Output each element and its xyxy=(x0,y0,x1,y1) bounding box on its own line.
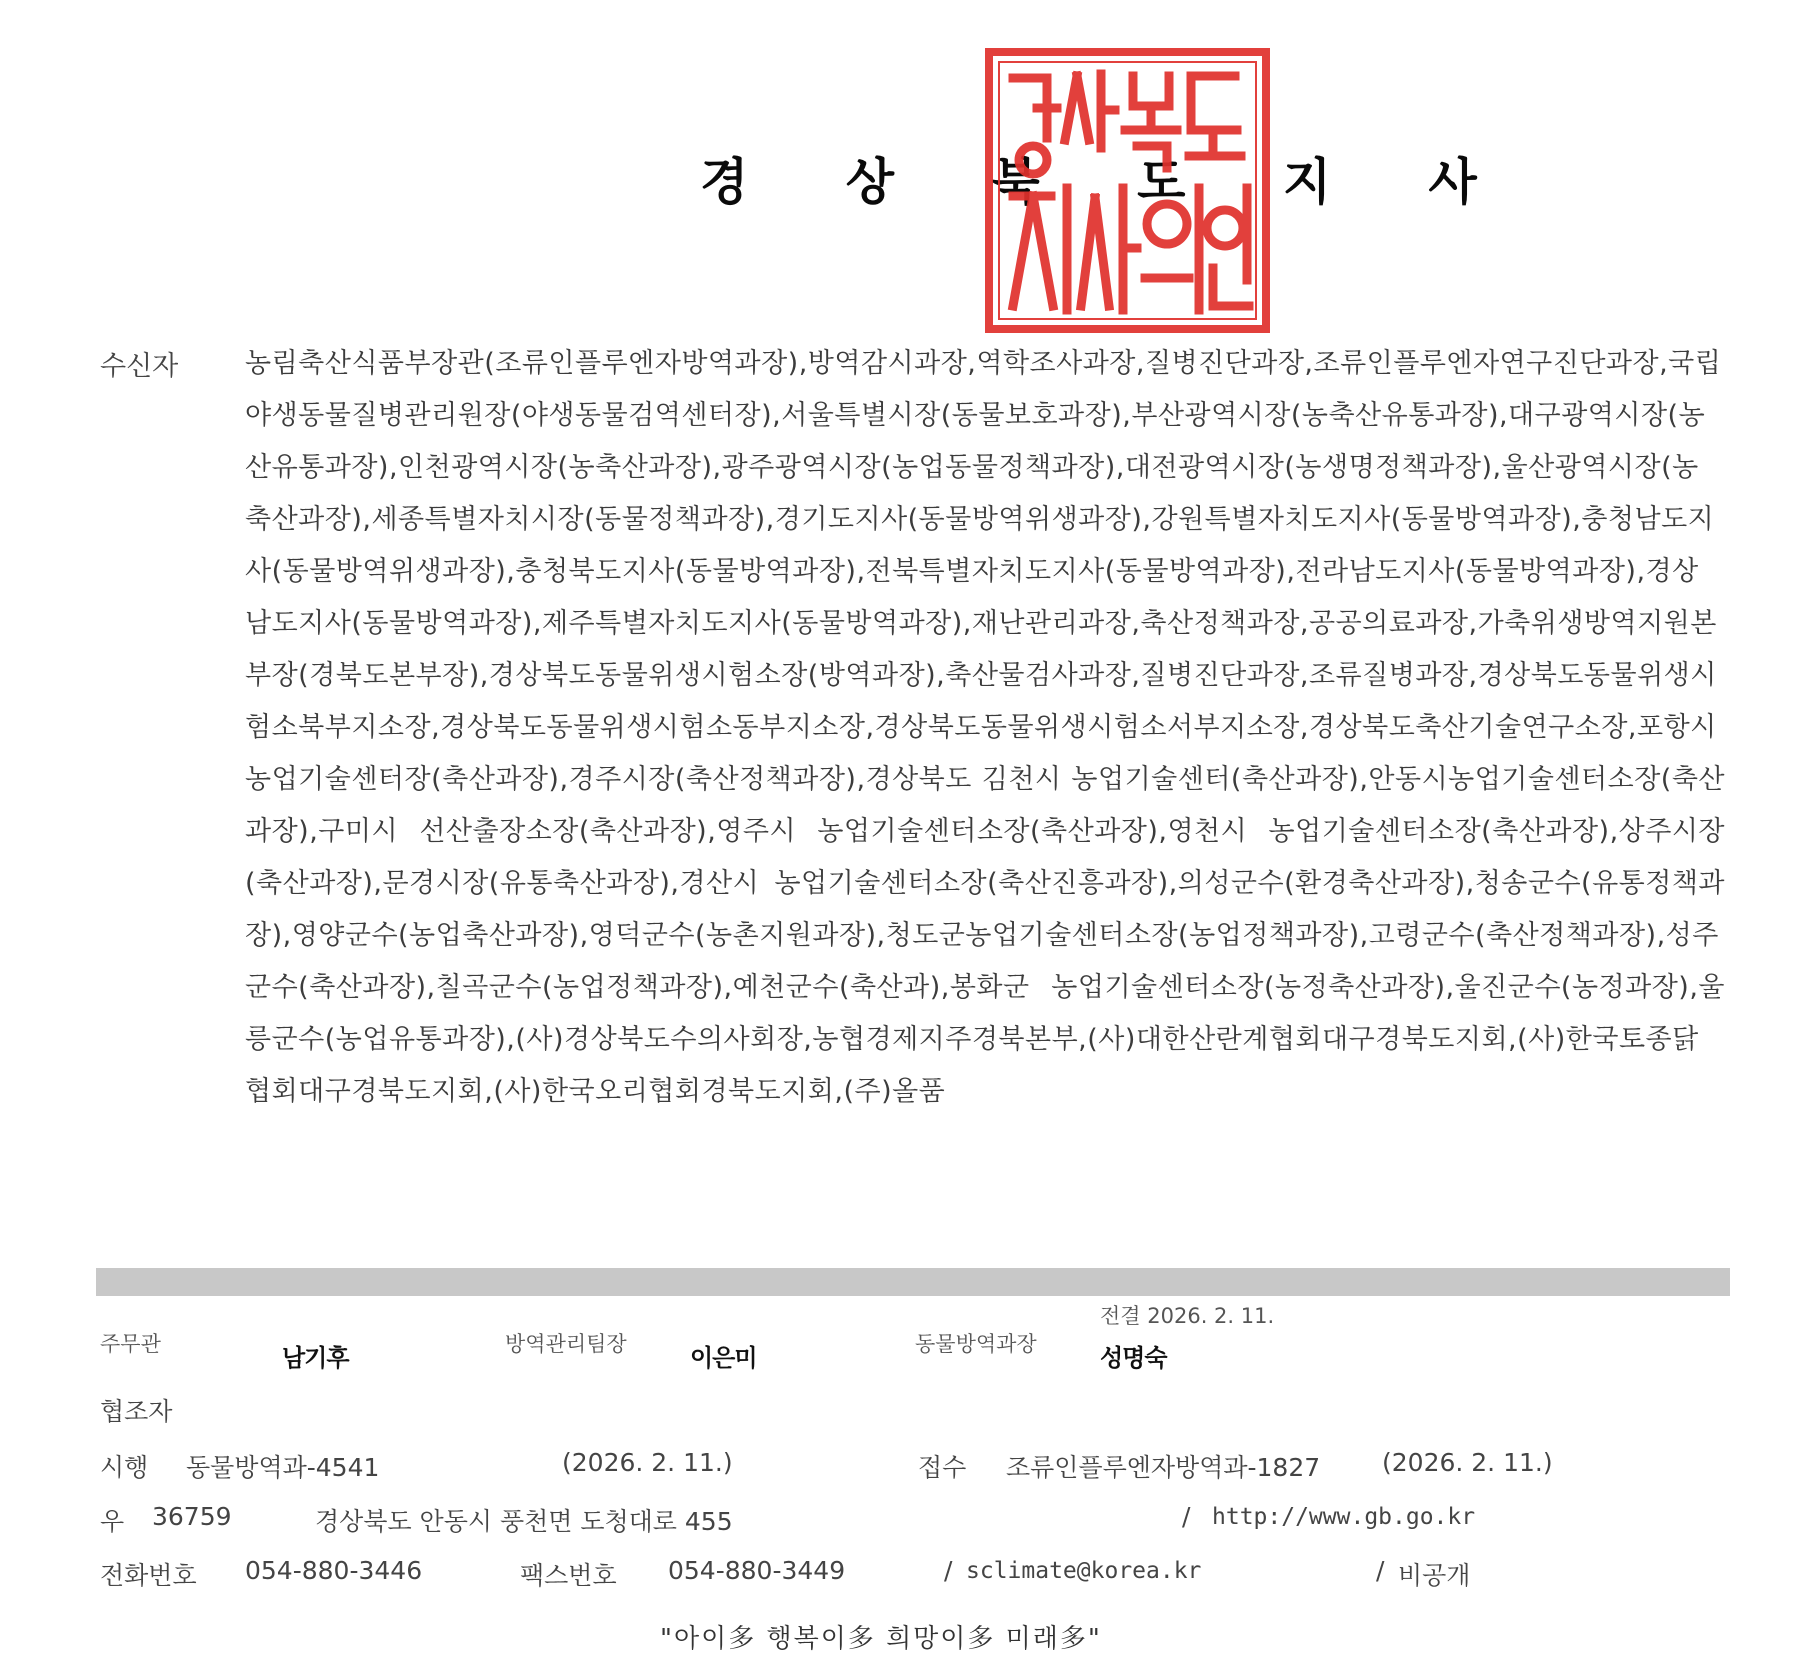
public-separator: / xyxy=(1376,1556,1385,1585)
cooperator-label: 협조자 xyxy=(100,1397,173,1426)
director-signature: 성명숙 xyxy=(1100,1344,1167,1372)
phone-label: 전화번호 xyxy=(100,1561,197,1590)
enforcement-label: 시행 xyxy=(100,1453,149,1482)
fax-number: 054-880-3449 xyxy=(668,1556,846,1585)
director-date: 전결 2026. 2. 11. xyxy=(1100,1304,1275,1328)
phone-number: 054-880-3446 xyxy=(245,1556,423,1585)
fax-label: 팩스번호 xyxy=(520,1561,617,1590)
enforcement-date: (2026. 2. 11.) xyxy=(562,1448,733,1477)
recipients-list: 농림축산식품부장관(조류인플루엔자방역과장),방역감시과장,역학조사과장,질병진단과장,조류인플루엔자연구진단과장,국립야생동물질병관리원장(야생동물검역센터장),서울특별시장(동물보호과장),부산광역시장(농축산유통과장),대구광역시장(농산유통과장),인천광역시장(농축산과장),광주광역시장(농업동물정책과장),대전광역시장(농생명정책과장),울산광역시장(농축산과장),세종특별자치시장(동물정책과장),경기도지사(동물방역위생과장),강원특별자치도지사(동물방역과장),충청남도지사(동물방역위생과장),충청북도지사(동물방역과장),전북특별자치도지사(동물방역과장),전라남도지사(동물방역과장),경상남도지사(동물방역과장),제주특별자치도지사(동물방역과장),재난관리과장,축산정책과장,공공의료과장,가축위생방역지원본부장(경북도본부장),경상북도동물위생시험소장(방역과장),축산물검사과장,질병진단과장,조류질병과장,경상북도동물위생시험소북부지소장,경상북도동물위생시험소동부지소장,경상북도동물위생시험소서부지소장,경상북도축산기술연구소장,포항시 농업기술센터장(축산과장),경주시장(축산정책과장),경상북도 김천시 농업기술센터(축산과장),안동시농업기술센터소장(축산과장),구미시 선산출장소장(축산과장),영주시 농업기술센터소장(축산과장),영천시 농업기술센터소장(축산과장),상주시장(축산과장),문경시장(유통축산과장),경산시 농업기술센터소장(축산진흥과장),의성군수(환경축산과장),청송군수(유통정책과장),영양군수(농업축산과장),영덕군수(농촌지원과장),청도군농업기술센터소장(농업정책과장),고령군수(축산정책과장),성주군수(축산과장),칠곡군수(농업정책과장),예천군수(축산과),봉화군 농업기술센터소장(농정축산과장),울진군수(농정과장),울릉군수(농업유통과장),(사)경상북도수의사회장,농협경제지주경북본부,(사)대한산란계협회대구경북도지회,(사)한국토종닭협회대구경북도지회,(사)한국오리협회경북도지회,(주)올품 xyxy=(245,348,1725,1107)
enforcement-number: 동물방역과-4541 xyxy=(186,1453,380,1482)
official-seal-icon xyxy=(985,48,1270,333)
recipients-label: 수신자 xyxy=(100,351,179,382)
director-title: 동물방역과장 xyxy=(915,1332,1037,1356)
staff-signature: 남기후 xyxy=(282,1344,349,1372)
email-link[interactable]: sclimate@korea.kr xyxy=(966,1558,1202,1584)
slogan: "아이多 행복이多 희망이多 미래多" xyxy=(660,1624,1102,1654)
team-lead-title: 방역관리팀장 xyxy=(505,1332,627,1356)
divider-bar xyxy=(96,1268,1730,1296)
staff-title: 주무관 xyxy=(100,1332,161,1356)
email-separator: / xyxy=(944,1556,953,1585)
receipt-date: (2026. 2. 11.) xyxy=(1382,1448,1553,1477)
postal-code: 36759 xyxy=(152,1502,232,1531)
street-address: 경상북도 안동시 풍천면 도청대로 455 xyxy=(315,1507,733,1536)
team-lead-signature: 이은미 xyxy=(690,1344,757,1372)
homepage-link[interactable]: http://www.gb.go.kr xyxy=(1212,1504,1476,1530)
url-separator: / xyxy=(1182,1502,1191,1531)
public-status: 비공개 xyxy=(1398,1561,1471,1590)
postal-label: 우 xyxy=(100,1507,125,1536)
receipt-number: 조류인플루엔자방역과-1827 xyxy=(1006,1453,1321,1482)
receipt-label: 접수 xyxy=(918,1453,967,1482)
page-title: 경 상 북 도 지 사 xyxy=(700,153,1517,211)
